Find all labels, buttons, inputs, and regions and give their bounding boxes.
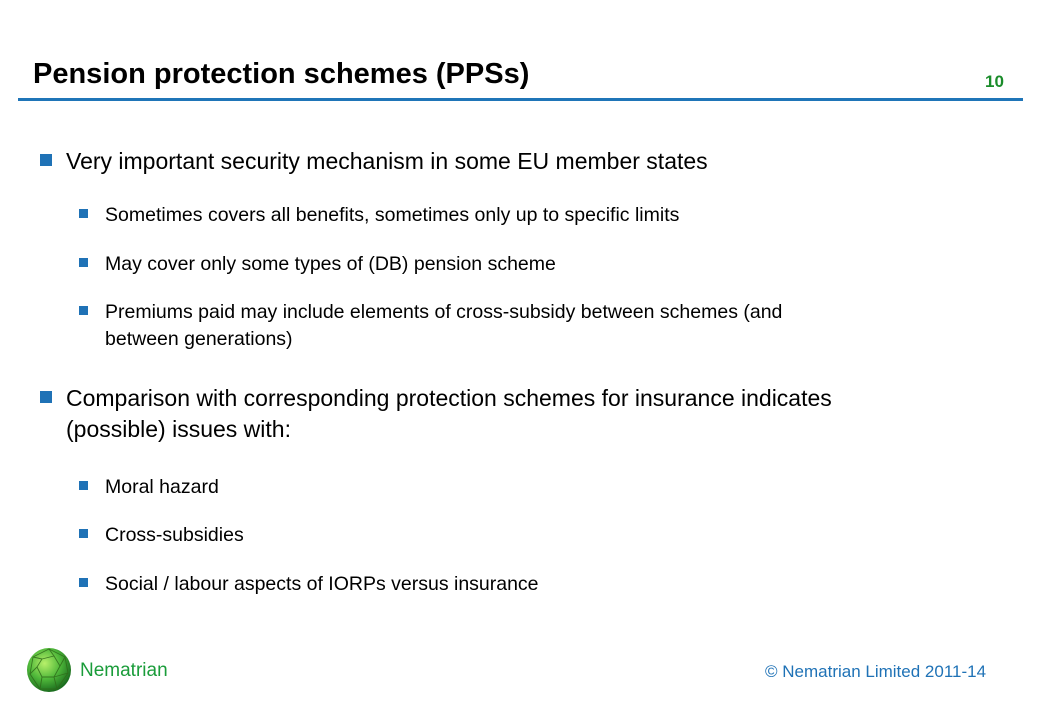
bullet-text-line-1: Comparison with corresponding protection schemes for insurance indicates xyxy=(66,385,832,411)
sub-bullet-square-icon xyxy=(79,481,88,490)
bullet-square-icon xyxy=(40,391,52,403)
sub-bullet-text: Cross-subsidies xyxy=(105,524,244,546)
sub-bullet-square-icon xyxy=(79,529,88,538)
sub-bullet-text-line-1: Premiums paid may include elements of cross-subsidy between schemes (and xyxy=(105,301,783,323)
sub-bullet-text-line-2: between generations) xyxy=(105,328,293,350)
page-number: 10 xyxy=(985,72,1004,91)
sub-bullet-square-icon xyxy=(79,258,88,267)
sub-bullet-square-icon xyxy=(79,578,88,587)
sub-bullet-square-icon xyxy=(79,209,88,218)
sub-bullet-text: Social / labour aspects of IORPs versus insurance xyxy=(105,573,539,595)
slide-title: Pension protection schemes (PPSs) xyxy=(33,58,530,90)
footer-copyright: © Nematrian Limited 2011-14 xyxy=(765,662,987,681)
footer-brand: Nematrian xyxy=(80,660,168,681)
green-polyhedron-logo-icon xyxy=(24,645,74,695)
sub-bullet-text: Moral hazard xyxy=(105,476,219,498)
bullet-text: Very important security mechanism in some EU member states xyxy=(66,148,708,174)
sub-bullet-text: May cover only some types of (DB) pension scheme xyxy=(105,253,556,275)
sub-bullet-text: Sometimes covers all benefits, sometimes only up to specific limits xyxy=(105,204,680,226)
bullet-square-icon xyxy=(40,154,52,166)
bullet-text-line-2: (possible) issues with: xyxy=(66,416,291,442)
sub-bullet-square-icon xyxy=(79,306,88,315)
